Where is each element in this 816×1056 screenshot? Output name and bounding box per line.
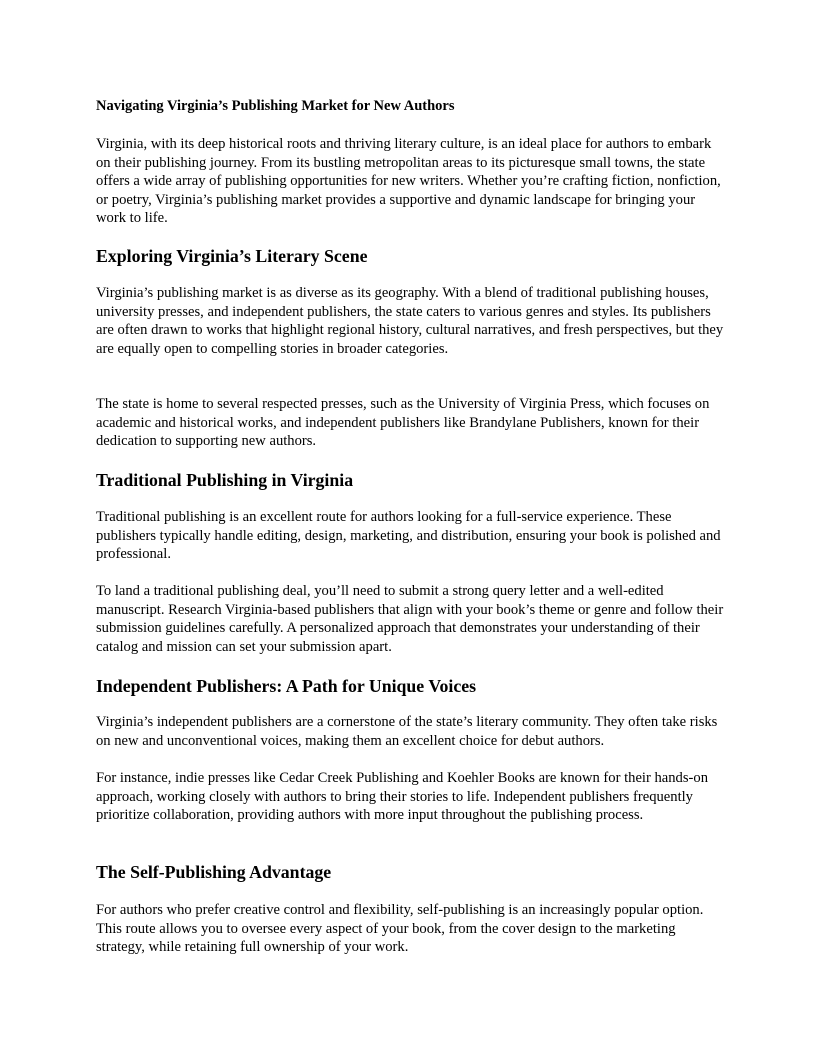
heading-self-publishing: The Self-Publishing Advantage	[96, 862, 332, 882]
paragraph-independent-publishers-1: Virginia’s independent publishers are a cornerstone of the state’s literary community. They often take risks on new and unconventional voices, making them an excellent choice for debut authors.	[96, 714, 718, 749]
paragraph-traditional-publishing-1: Traditional publishing is an excellent route for authors looking for a full-service experience. These publishers typically handle editing, design, marketing, and distribution, ensuring your book is polished and professional.	[96, 509, 721, 562]
paragraph-literary-scene-2: The state is home to several respected presses, such as the University of Virginia Press, which focuses on academic and historical works, and independent publishers like Brandylane Publishers, known for their dedication to supporting new authors.	[96, 396, 710, 449]
paragraph-literary-scene-1: Virginia’s publishing market is as diverse as its geography. With a blend of traditional publishing houses, university presses, and independent publishers, the state caters to various genres and styles. Its publishers are often drawn to works that highlight regional history, cultural narratives, and fresh perspectives, but they are equally open to compelling stories in broader categories.	[96, 285, 724, 357]
intro-paragraph: Virginia, with its deep historical roots and thriving literary culture, is an ideal place for authors to embark on their publishing journey. From its bustling metropolitan areas to its picturesque small towns, the state offers a wide array of publishing opportunities for new writers. Whether you’re crafting fiction, nonfiction, or poetry, Virginia’s publishing market provides a supportive and dynamic landscape for bringing your work to life.	[96, 136, 721, 226]
document-title: Navigating Virginia’s Publishing Market for New Authors	[96, 98, 455, 114]
heading-independent-publishers: Independent Publishers: A Path for Unique Voices	[96, 676, 477, 696]
paragraph-self-publishing-1: For authors who prefer creative control and flexibility, self-publishing is an increasingly popular option. This route allows you to oversee every aspect of your book, from the cover design to the marketing strategy, while retaining full ownership of your work.	[96, 902, 704, 955]
paragraph-traditional-publishing-2: To land a traditional publishing deal, you’ll need to submit a strong query letter and a well-edited manuscript. Research Virginia-based publishers that align with your book’s theme or genre and follow their submission guidelines carefully. A personalized approach that demonstrates your understanding of their catalog and mission can set your submission apart.	[96, 583, 724, 655]
heading-traditional-publishing: Traditional Publishing in Virginia	[96, 470, 354, 490]
heading-literary-scene: Exploring Virginia’s Literary Scene	[96, 246, 368, 266]
paragraph-independent-publishers-2: For instance, indie presses like Cedar Creek Publishing and Koehler Books are known for their hands-on approach, working closely with authors to bring their stories to life. Independent publishers frequently prioritize collaboration, providing authors with more input throughout the publishing process.	[96, 770, 708, 823]
